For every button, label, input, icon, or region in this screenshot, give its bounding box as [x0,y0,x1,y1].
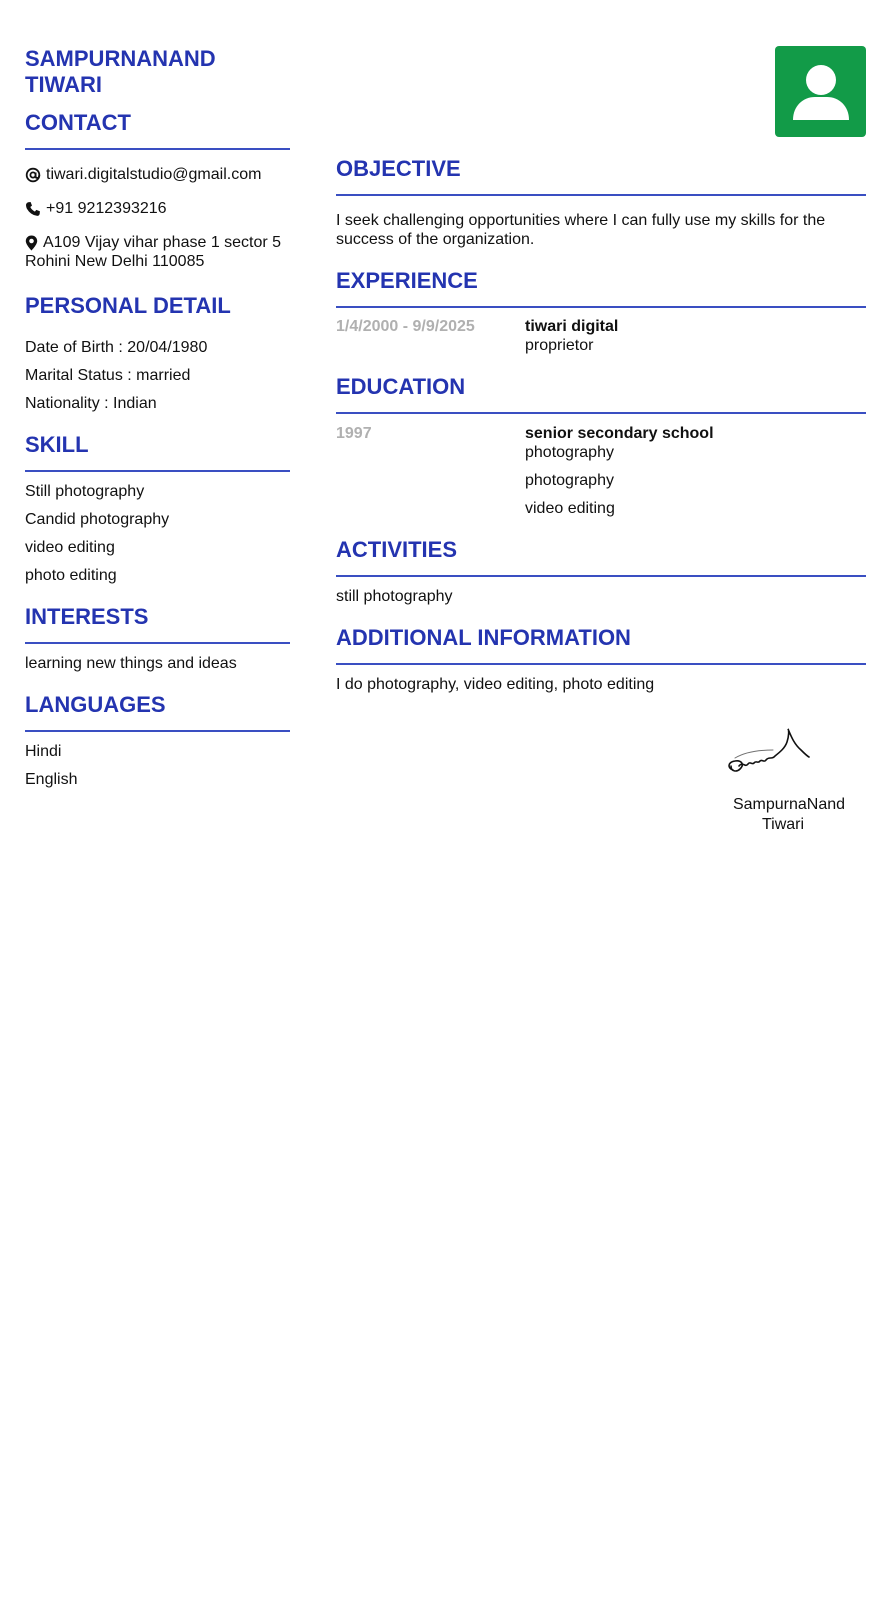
experience-date: 1/4/2000 - 9/9/2025 [336,318,475,335]
objective-line-1: I seek challenging opportunities where I can fully use my skills for the [336,212,826,229]
profile-photo [775,46,866,137]
candidate-name [25,46,290,98]
language-item: English [25,771,78,788]
phone-text[interactable]: +91 9212393216 [46,200,167,217]
contact-email [25,165,290,184]
address-line-2: Rohini New Delhi 110085 [25,253,205,270]
section-rule [25,642,290,644]
experience-section [336,268,866,355]
section-title-personal: PERSONAL DETAIL [25,293,231,318]
education-line: photography [525,472,614,489]
skill-section [25,432,290,585]
personal-nationality: Nationality : Indian [25,395,157,412]
signature-image [725,728,855,790]
skill-item: photo editing [25,567,117,584]
education-date: 1997 [336,425,372,442]
section-rule [336,412,866,414]
section-rule [336,194,866,196]
activity-item: still photography [336,588,453,605]
additional-section [336,625,866,694]
experience-org: tiwari digital [525,318,619,335]
languages-section [25,692,290,789]
right-column [336,156,866,694]
personal-section [25,293,290,413]
contact-section [25,110,290,271]
education-school: senior secondary school [525,425,714,442]
name-first: SAMPURNANAND [25,46,216,71]
section-rule [25,148,290,150]
phone-icon [25,201,41,217]
section-title-activities: ACTIVITIES [336,537,458,562]
personal-marital: Marital Status : married [25,367,191,384]
signature-name-line-1: SampurnaNand [732,796,846,813]
interests-section [25,604,290,673]
section-rule [25,730,290,732]
language-item: Hindi [25,743,62,760]
address-line-1: A109 Vijay vihar phase 1 sector 5 [43,234,282,251]
section-title-skill: SKILL [25,432,89,457]
experience-role: proprietor [525,337,594,354]
experience-entry [336,317,866,355]
skill-item: Still photography [25,483,145,500]
objective-line-2: success of the organization. [336,231,535,248]
user-icon [791,62,851,122]
section-title-objective: OBJECTIVE [336,156,461,181]
section-title-interests: INTERESTS [25,604,149,629]
education-line: video editing [525,500,615,517]
signature-name-line-2: Tiwari [761,816,805,833]
email-text[interactable]: tiwari.digitalstudio@gmail.com [46,166,262,183]
skill-item: Candid photography [25,511,170,528]
map-pin-icon [25,235,38,251]
skill-item: video editing [25,539,115,556]
name-last: TIWARI [25,72,102,97]
section-title-additional: ADDITIONAL INFORMATION [336,625,631,650]
activities-section [336,537,866,606]
section-rule [25,470,290,472]
additional-item: I do photography, video editing, photo editing [336,676,655,693]
section-rule [336,575,866,577]
section-title-languages: LANGUAGES [25,692,166,717]
section-title-contact: CONTACT [25,110,131,135]
section-rule [336,663,866,665]
signature-name [729,795,849,835]
contact-phone [25,199,290,218]
education-section [336,374,866,518]
education-entry [336,424,866,518]
contact-address [25,233,290,271]
at-icon [25,167,41,183]
objective-section [336,156,866,249]
section-title-education: EDUCATION [336,374,466,399]
section-rule [336,306,866,308]
section-title-experience: EXPERIENCE [336,268,478,293]
left-column [25,46,290,789]
interest-item: learning new things and ideas [25,655,237,672]
personal-dob: Date of Birth : 20/04/1980 [25,339,208,356]
education-line: photography [525,444,614,461]
